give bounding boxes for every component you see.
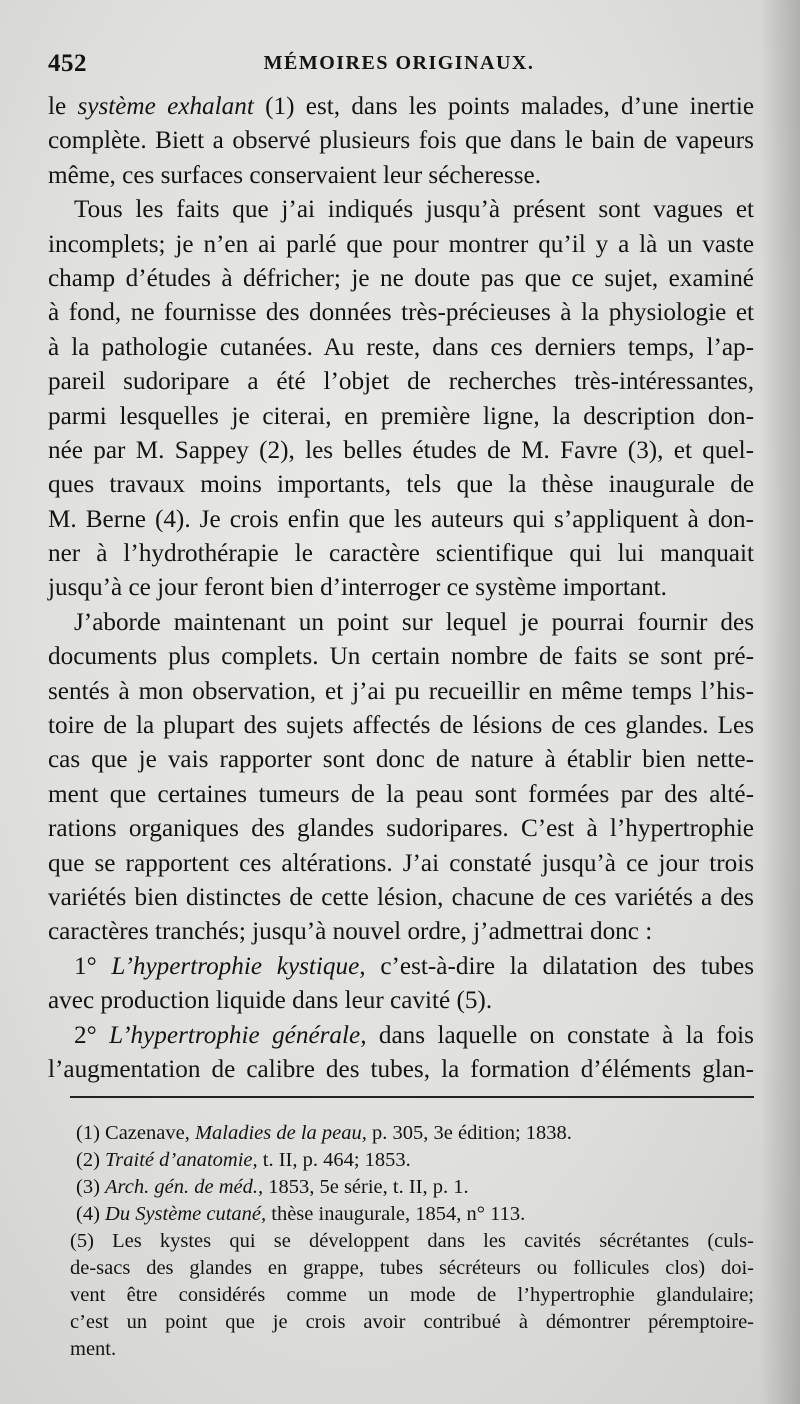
footnotes [70,1120,754,1363]
footnote-5-line: (5) Les kystes qui se développent dans les cavités sécrétantes (culs- [70,1230,754,1252]
footnote-3: (3) Arch. gén. de méd., 1853, 5e série, t. II, p. 1. [76,1176,469,1198]
running-head: MÉMOIRES ORIGINAUX. [263,52,535,74]
text-line: avec production liquide dans leur cavité (5). [48,987,493,1015]
page-number: 452 [48,50,87,77]
text-line: rations organiques des glandes sudoripares. C’est à l’hypertrophie [48,815,754,843]
page-header [48,50,750,86]
text-line: champ d’études à défricher; je ne doute pas que ce sujet, examiné [48,264,754,292]
footnote-5-line: ment. [70,1338,117,1360]
text-line: l’augmentation de calibre des tubes, la formation d’éléments glan- [48,1055,754,1083]
footnote-5-line: de-sacs des glandes en grappe, tubes sécréteurs ou follicules clos) doi- [70,1257,754,1279]
text-line: caractères tranchés; jusqu’à nouvel ordre, j’admettrai donc : [48,918,653,946]
footnote-5-line: c’est un point que je crois avoir contribué à démontrer péremptoire- [70,1311,754,1333]
text-line: 2° L’hypertrophie générale, dans laquelle on constate à la fois [74,1021,754,1049]
text-line: ment que certaines tumeurs de la peau sont formées par des alté- [48,780,754,808]
text-line: même, ces surfaces conservaient leur sécheresse. [48,161,542,189]
text-line: toire de la plupart des sujets affectés de lésions de ces glandes. Les [48,712,754,740]
footnote-5 [70,1228,754,1363]
text-line: ner à l’hydrothérapie le caractère scientifique qui lui manquait [48,540,754,568]
page-edge-shadow [760,0,800,1404]
text-line: complète. Biett a observé plusieurs fois que dans le bain de vapeurs [48,127,754,155]
text-line: à fond, ne fournisse des données très-précieuses à la physiologie et [48,299,754,327]
footnote-1: (1) Cazenave, Maladies de la peau, p. 305, 3e édition; 1838. [76,1122,572,1144]
footnote-rule [70,1096,754,1098]
text-line: parmi lesquelles je citerai, en première ligne, la description don- [48,402,754,430]
text-line: pareil sudoripare a été l’objet de recherches très-intéressantes, [48,368,754,396]
text-line: ques travaux moins importants, tels que la thèse inaugurale de [48,471,754,499]
text-line: le système exhalant (1) est, dans les points malades, d’une inertie [48,93,755,120]
main-text [48,90,754,1087]
text-line: Tous les faits que j’ai indiqués jusqu’à présent sont vagues et [74,196,754,224]
footnote-4: (4) Du Système cutané, thèse inaugurale, 1854, n° 113. [76,1203,526,1225]
text-line: J’aborde maintenant un point sur lequel je pourrai fournir des [74,608,754,636]
footnote-5-line: vent être considérés comme un mode de l’hypertrophie glandulaire; [70,1284,754,1306]
text-line: jusqu’à ce jour feront bien d’interroger ce système important. [48,574,667,602]
text-line: sentés à mon observation, et j’ai pu recueillir en même temps l’his- [48,677,754,705]
text-line: incomplets; je n’en ai parlé que pour montrer qu’il y a là un vaste [48,230,754,258]
text-line: née par M. Sappey (2), les belles études de M. Favre (3), et quel- [48,436,754,464]
text-line: que se rapportent ces altérations. J’ai constaté jusqu’à ce jour trois [48,849,754,877]
text-line: M. Berne (4). Je crois enfin que les auteurs qui s’appliquent à don- [48,505,754,533]
text-line: variétés bien distinctes de cette lésion, chacune de ces variétés a des [48,883,754,911]
text-line: cas que je vais rapporter sont donc de nature à établir bien nette- [48,746,754,774]
text-line: à la pathologie cutanées. Au reste, dans ces derniers temps, l’ap- [48,333,754,361]
footnote-2: (2) Traité d’anatomie, t. II, p. 464; 1853. [76,1149,411,1171]
text-line: documents plus complets. Un certain nombre de faits se sont pré- [48,643,754,671]
text-line: 1° L’hypertrophie kystique, c’est-à-dire la dilatation des tubes [74,952,755,980]
